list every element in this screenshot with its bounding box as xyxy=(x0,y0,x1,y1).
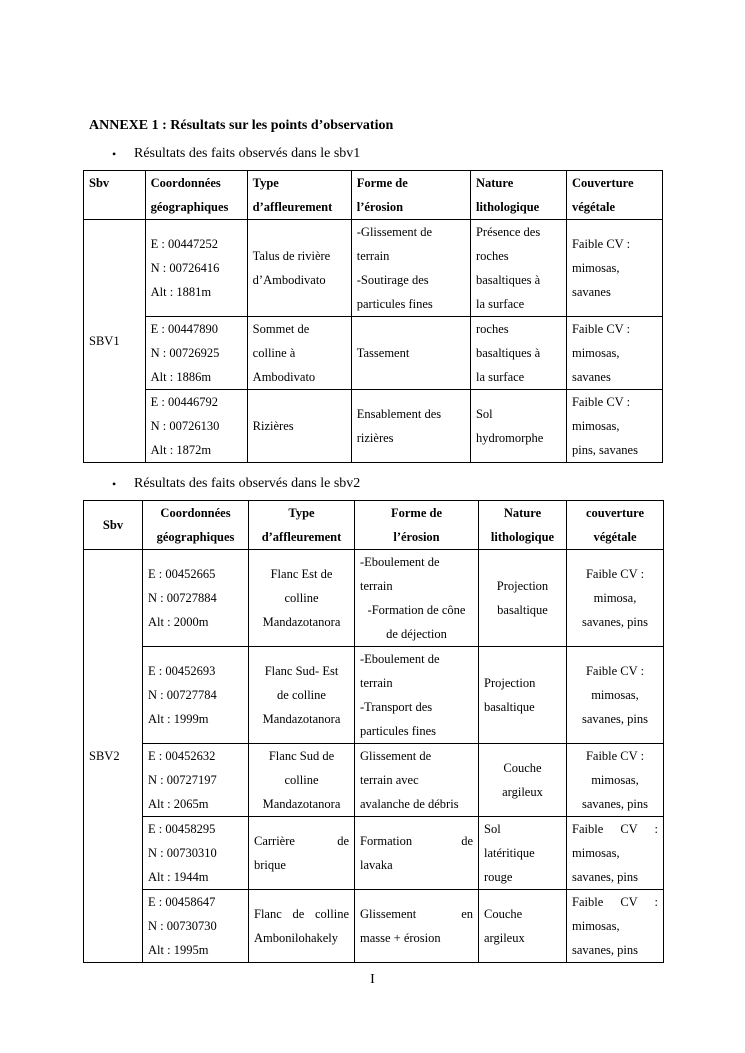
nature-cell: Sol hydromorphe xyxy=(470,390,566,463)
table-row xyxy=(84,744,664,817)
sbv1-table xyxy=(83,170,663,463)
erosion-cell: -Eboulement de terrain -Formation de cône de déjection xyxy=(355,550,479,647)
header-type: Type d’affleurement xyxy=(249,501,355,550)
table-row xyxy=(84,317,663,390)
nature-cell: Présence des roches basaltiques à la surface xyxy=(470,220,566,317)
bullet-icon: • xyxy=(112,146,117,161)
nature-cell: Projection basaltique xyxy=(479,647,567,744)
erosion-cell: Tassement xyxy=(351,317,470,390)
type-cell: Carrière de brique xyxy=(249,817,355,890)
header-coordinates: Coordonnées géographiques xyxy=(145,171,247,220)
header-cover: Couverture végétale xyxy=(566,171,662,220)
section1-heading-text: Résultats des faits observés dans le sbv1 xyxy=(134,146,361,161)
table-row xyxy=(84,390,663,463)
cover-cell: Faible CV : mimosas, savanes, pins xyxy=(567,647,664,744)
header-coordinates: Coordonnées géographiques xyxy=(143,501,249,550)
table-row xyxy=(84,890,664,963)
table-header-row xyxy=(84,501,664,550)
section2-heading xyxy=(112,476,360,492)
coords-cell: E : 00458647 N : 00730730 Alt : 1995m xyxy=(143,890,249,963)
table-row xyxy=(84,817,664,890)
coords-cell: E : 00452632 N : 00727197 Alt : 2065m xyxy=(143,744,249,817)
erosion-cell: -Glissement de terrain -Soutirage des particules fines xyxy=(351,220,470,317)
nature-cell: Couche argileux xyxy=(479,890,567,963)
type-cell: Flanc de colline Ambonilohakely xyxy=(249,890,355,963)
cover-cell: Faible CV : mimosas, savanes xyxy=(566,220,662,317)
nature-cell: Sol latéritique rouge xyxy=(479,817,567,890)
nature-cell: roches basaltiques à la surface xyxy=(470,317,566,390)
cover-cell: Faible CV : mimosas, savanes, pins xyxy=(567,744,664,817)
sbv-cell: SBV1 xyxy=(84,220,146,463)
header-type: Type d’affleurement xyxy=(247,171,351,220)
cover-cell: Faible CV : mimosas, savanes, pins xyxy=(567,817,664,890)
type-cell: Flanc Sud- Est de colline Mandazotanora xyxy=(249,647,355,744)
coords-cell: E : 00446792 N : 00726130 Alt : 1872m xyxy=(145,390,247,463)
erosion-cell: Formation de lavaka xyxy=(355,817,479,890)
table-row xyxy=(84,647,664,744)
section2-heading-text: Résultats des faits observés dans le sbv2 xyxy=(134,476,361,491)
type-cell: Flanc Est de colline Mandazotanora xyxy=(249,550,355,647)
header-sbv: Sbv xyxy=(84,171,146,220)
coords-cell: E : 00447252 N : 00726416 Alt : 1881m xyxy=(145,220,247,317)
header-sbv: Sbv xyxy=(84,501,143,550)
erosion-cell: -Eboulement de terrain -Transport des particules fines xyxy=(355,647,479,744)
annex-title: ANNEXE 1 : Résultats sur les points d’observation xyxy=(89,118,394,133)
bullet-icon: • xyxy=(112,476,117,491)
erosion-cell: Glissement de terrain avec avalanche de débris xyxy=(355,744,479,817)
type-cell: Sommet de colline à Ambodivato xyxy=(247,317,351,390)
header-cover: couverture végétale xyxy=(567,501,664,550)
cover-cell: Faible CV : mimosas, savanes, pins xyxy=(567,890,664,963)
type-cell: Talus de rivière d’Ambodivato xyxy=(247,220,351,317)
coords-cell: E : 00452665 N : 00727884 Alt : 2000m xyxy=(143,550,249,647)
table-header-row xyxy=(84,171,663,220)
header-nature: Nature lithologique xyxy=(470,171,566,220)
cover-cell: Faible CV : mimosas, savanes xyxy=(566,317,662,390)
cover-cell: Faible CV : mimosa, savanes, pins xyxy=(567,550,664,647)
type-cell: Rizières xyxy=(247,390,351,463)
coords-cell: E : 00452693 N : 00727784 Alt : 1999m xyxy=(143,647,249,744)
type-cell: Flanc Sud de colline Mandazotanora xyxy=(249,744,355,817)
header-nature: Nature lithologique xyxy=(479,501,567,550)
page-number: I xyxy=(370,972,375,987)
sbv2-table xyxy=(83,500,664,963)
section1-heading xyxy=(112,146,360,162)
nature-cell: Couche argileux xyxy=(479,744,567,817)
nature-cell: Projection basaltique xyxy=(479,550,567,647)
cover-cell: Faible CV : mimosas, pins, savanes xyxy=(566,390,662,463)
sbv-cell: SBV2 xyxy=(84,550,143,963)
coords-cell: E : 00458295 N : 00730310 Alt : 1944m xyxy=(143,817,249,890)
coords-cell: E : 00447890 N : 00726925 Alt : 1886m xyxy=(145,317,247,390)
erosion-cell: Ensablement des rizières xyxy=(351,390,470,463)
header-erosion: Forme de l’érosion xyxy=(355,501,479,550)
table-row xyxy=(84,550,664,647)
erosion-cell: Glissement en masse + érosion xyxy=(355,890,479,963)
header-erosion: Forme de l’érosion xyxy=(351,171,470,220)
table-row xyxy=(84,220,663,317)
